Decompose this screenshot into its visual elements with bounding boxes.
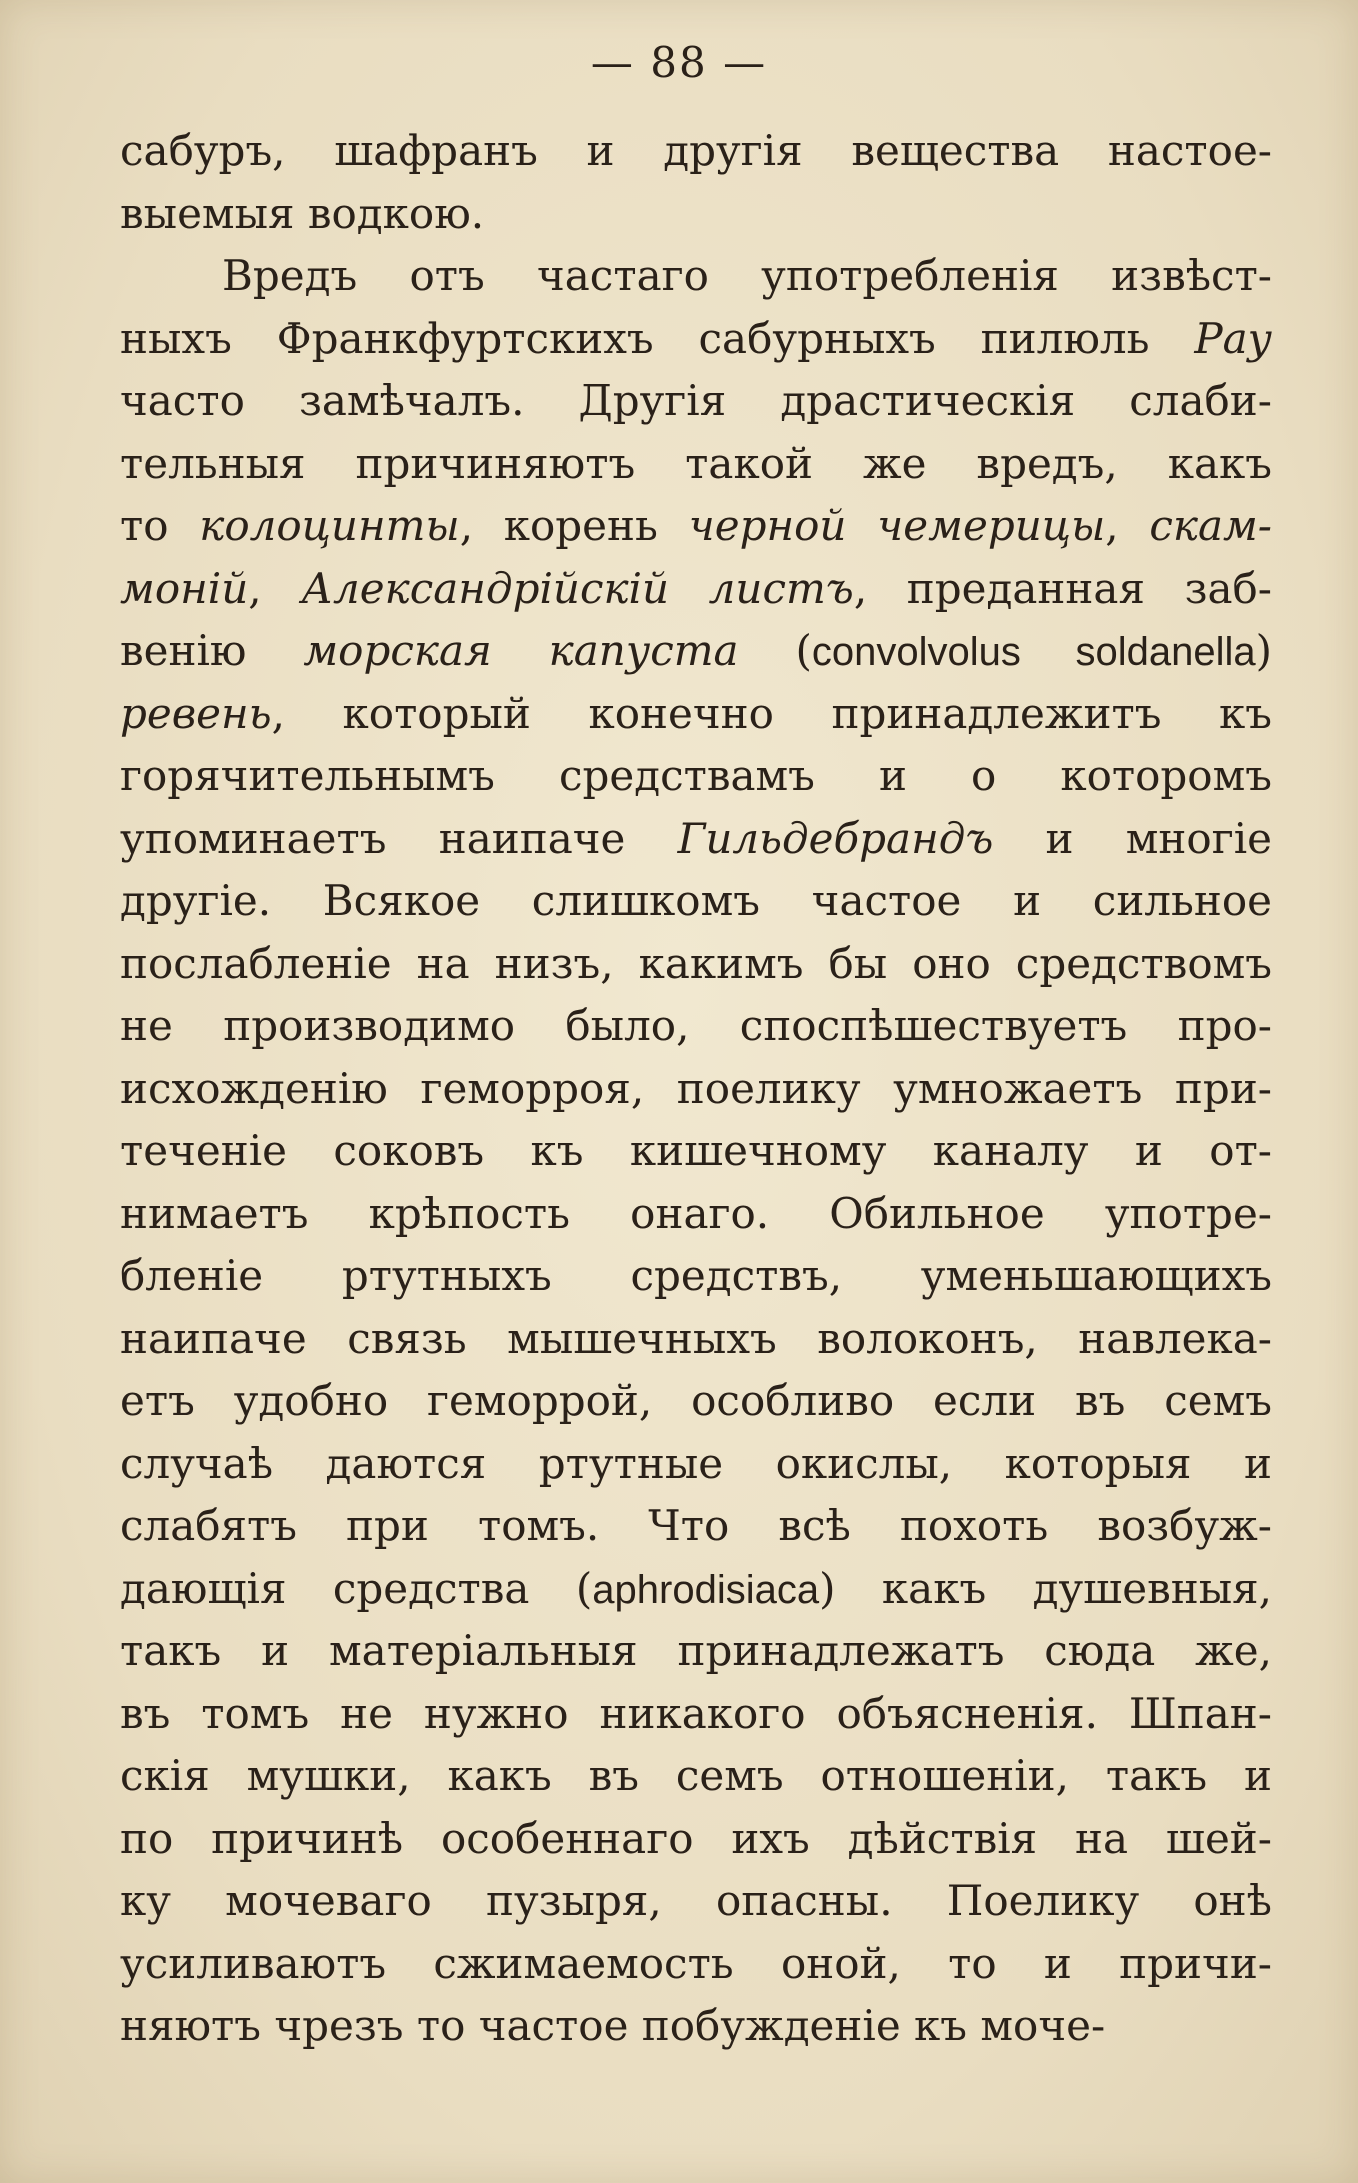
text-segment: скія мушки, какъ въ семъ отношеніи, такъ и [120,1751,1272,1800]
text-segment: ку мочеваго пузыря, опасны. Поелику онѣ [120,1876,1272,1925]
latin-term: convolvolus soldanella [811,630,1256,674]
text-line [120,745,1272,808]
text-segment: , преданная заб- [853,563,1272,613]
text-line [120,1495,1272,1558]
text-segment: ныхъ Франкфуртскихъ сабурныхъ пилюль [120,313,1195,363]
text-line [120,933,1272,996]
text-line [120,245,1272,308]
text-segment: то [120,501,200,550]
italic-text: морская капуста [303,626,739,675]
text-line [120,1120,1272,1183]
text-line [120,1620,1272,1683]
page-number: — 88 — [590,38,768,87]
text-segment: , [1105,501,1150,550]
text-segment: горячительнымъ средствамъ и о которомъ [120,751,1272,800]
text-segment: нимаетъ крѣпость онаго. Обильное употре- [120,1188,1272,1238]
text-line [120,120,1272,183]
text-line [120,183,1272,246]
text-line [120,1745,1272,1808]
text-segment: сабуръ, шафранъ и другія вещества настое- [120,126,1272,175]
text-line [120,1683,1272,1746]
text-line [120,995,1272,1058]
text-segment: дающія средства ( [120,1563,593,1613]
text-line [120,1433,1272,1496]
text-segment: другіе. Всякое слишкомъ частое и сильное [120,876,1272,925]
text-line [120,1058,1272,1121]
text-line [120,495,1272,558]
text-segment: такъ и матеріальныя принадлежатъ сюда же, [120,1626,1272,1675]
text-line [120,433,1272,496]
text-line [120,1308,1272,1371]
text-segment: исхожденію геморроя, поелику умножаетъ при- [120,1063,1272,1113]
text-line [120,1370,1272,1433]
text-segment: по причинѣ особеннаго ихъ дѣйствія на шей- [120,1813,1272,1863]
text-line [120,808,1272,871]
text-segment: теченіе соковъ къ кишечному каналу и от- [120,1126,1272,1175]
text-segment: слабятъ при томъ. Что всѣ похоть возбуж- [120,1501,1272,1550]
text-segment: ) какъ душевныя, [819,1563,1272,1613]
text-segment: тельныя причиняютъ такой же вредъ, какъ [120,438,1272,488]
text-segment: усиливаютъ сжимаемость оной, то и причи- [120,1938,1272,1988]
text-line [120,1808,1272,1871]
text-segment: ) [1255,626,1272,675]
text-line [120,1245,1272,1308]
text-segment: часто замѣчалъ. Другія драстическія слаби- [120,376,1272,425]
italic-text: Рау [1194,313,1272,363]
text-line [120,308,1272,371]
text-segment: венію [120,626,304,675]
italic-text: колоцинты [199,501,460,550]
italic-text: Александрійскій листъ [301,563,854,613]
italic-text: моній [120,563,249,613]
text-segment: въ томъ не нужно никакого объясненія. Шпан- [120,1688,1272,1738]
text-segment: и многіе [993,813,1272,863]
text-segment: наипаче связь мышечныхъ волоконъ, навлека- [120,1313,1272,1363]
text-line [120,1933,1272,1996]
body-text [120,120,1272,2058]
italic-text: черной чемерицы [688,501,1106,550]
text-segment: не производимо было, споспѣшествуетъ про- [120,1001,1272,1050]
latin-term: aphrodisiaca [592,1567,820,1612]
text-segment: , [248,563,302,613]
text-segment: бленіе ртутныхъ средствъ, уменьшающихъ [120,1251,1272,1300]
italic-text: Гильдебрандъ [677,813,994,863]
text-line [120,558,1272,621]
text-segment: няютъ чрезъ то частое побужденіе къ моче- [120,2001,1106,2050]
text-segment: ( [738,626,812,675]
text-line [120,1558,1272,1621]
text-line [120,620,1272,683]
text-segment: упоминаетъ наипаче [120,813,678,863]
text-line [120,1870,1272,1933]
text-line [120,1183,1272,1246]
text-segment: выемыя водкою. [120,188,485,238]
text-line [120,683,1272,746]
text-segment: , корень [459,501,689,550]
italic-text: ревень [120,688,272,738]
text-segment: случаѣ даются ртутные окислы, которыя и [120,1438,1272,1488]
text-segment: Вредъ отъ частаго употребленія извѣст- [222,251,1272,300]
text-segment: , который конечно принадлежитъ къ [271,688,1272,738]
text-segment: послабленіе на низъ, какимъ бы оно средствомъ [120,938,1272,988]
text-line [120,1995,1272,2058]
italic-text: скам- [1149,501,1272,550]
text-line [120,870,1272,933]
text-segment: етъ удобно геморрой, особливо если въ семъ [120,1376,1272,1425]
text-line [120,370,1272,433]
